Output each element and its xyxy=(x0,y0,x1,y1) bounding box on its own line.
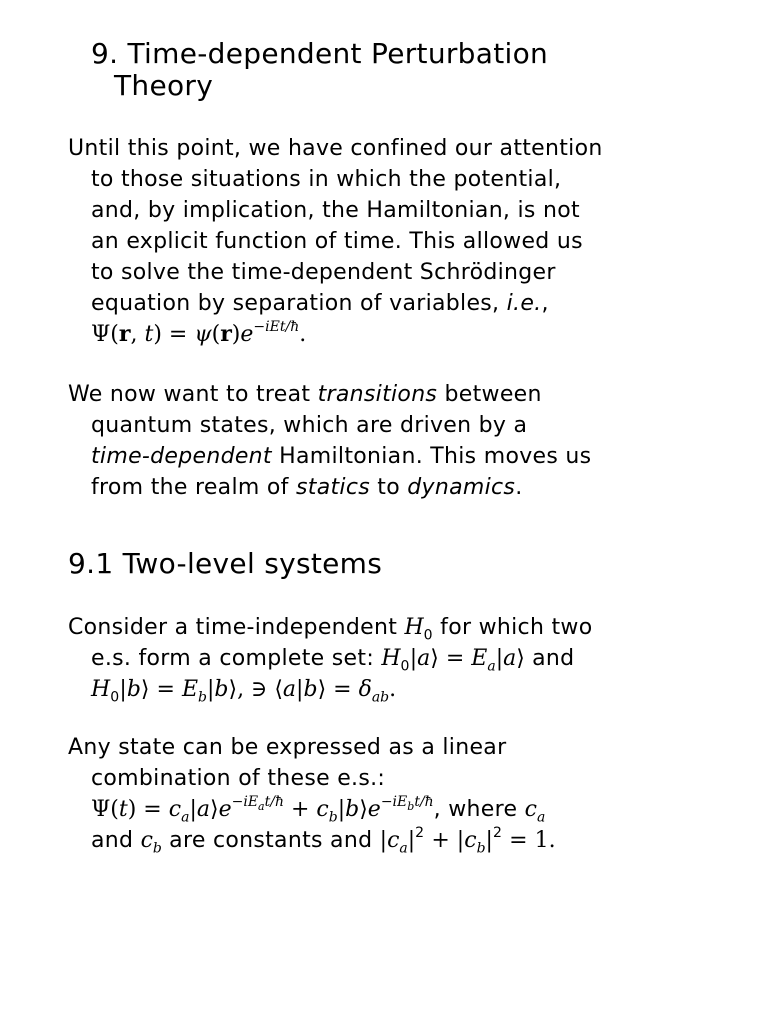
linear-combination-line: combination of these e.s.: xyxy=(91,766,386,791)
state-equation: $\Psi(t) = c_a|a⟩e^{-iE_at/ħ}$ + $c_b|b⟩e^{-iE_bt/ħ}$, where $c_a$ xyxy=(91,793,546,826)
intro-line: an explicit function of time. This allowed us xyxy=(91,229,583,254)
intro-line: equation by separation of variables, i.e., xyxy=(91,291,549,316)
intro-line: and, by implication, the Hamiltonian, is not xyxy=(91,198,580,223)
intro-line: to solve the time-dependent Schrödinger xyxy=(91,260,556,285)
normalization-line: and $c_b$ are constants and $|c_a|^2 + |c_b|^2 = 1$. xyxy=(91,824,556,857)
transitions-line: time-dependent Hamiltonian. This moves us xyxy=(91,444,592,469)
transitions-line: We now want to treat transitions between xyxy=(68,382,542,407)
separation-equation: Ψ(r, $t) = \psi(r)e^{-iEt/ħ}$. xyxy=(91,318,307,347)
two-level-line: Consider a time-independent $H_0$ for which two xyxy=(68,615,593,644)
linear-combination-paragraph xyxy=(68,732,708,856)
intro-line: Until this point, we have confined our attention xyxy=(68,136,603,161)
two-level-paragraph xyxy=(68,612,708,705)
chapter-heading-line-1: 9. Time-dependent Perturbation xyxy=(91,37,549,70)
eigen-equation-b: $H_0|b⟩$ = $E_b|b⟩$, ∋ ⟨a|b⟩ = $\delta_{ab}$. xyxy=(91,677,397,706)
section-heading: 9.1 Two-level systems xyxy=(68,547,383,580)
chapter-heading xyxy=(91,38,731,102)
intro-paragraph xyxy=(68,133,708,350)
transitions-line: from the realm of statics to dynamics. xyxy=(91,475,523,500)
eigen-equation-a: $H_0|a⟩$ = $E_a|a⟩$ xyxy=(381,646,525,675)
intro-line: to those situations in which the potential, xyxy=(91,167,562,192)
transitions-line: quantum states, which are driven by a xyxy=(91,413,528,438)
transitions-paragraph xyxy=(68,379,708,503)
two-level-line: e.s. form a complete set: $H_0|a⟩$ = $E_a|a⟩$ and xyxy=(91,646,575,675)
chapter-heading-line-2: Theory xyxy=(114,69,214,102)
linear-combination-line: Any state can be expressed as a linear xyxy=(68,735,507,760)
